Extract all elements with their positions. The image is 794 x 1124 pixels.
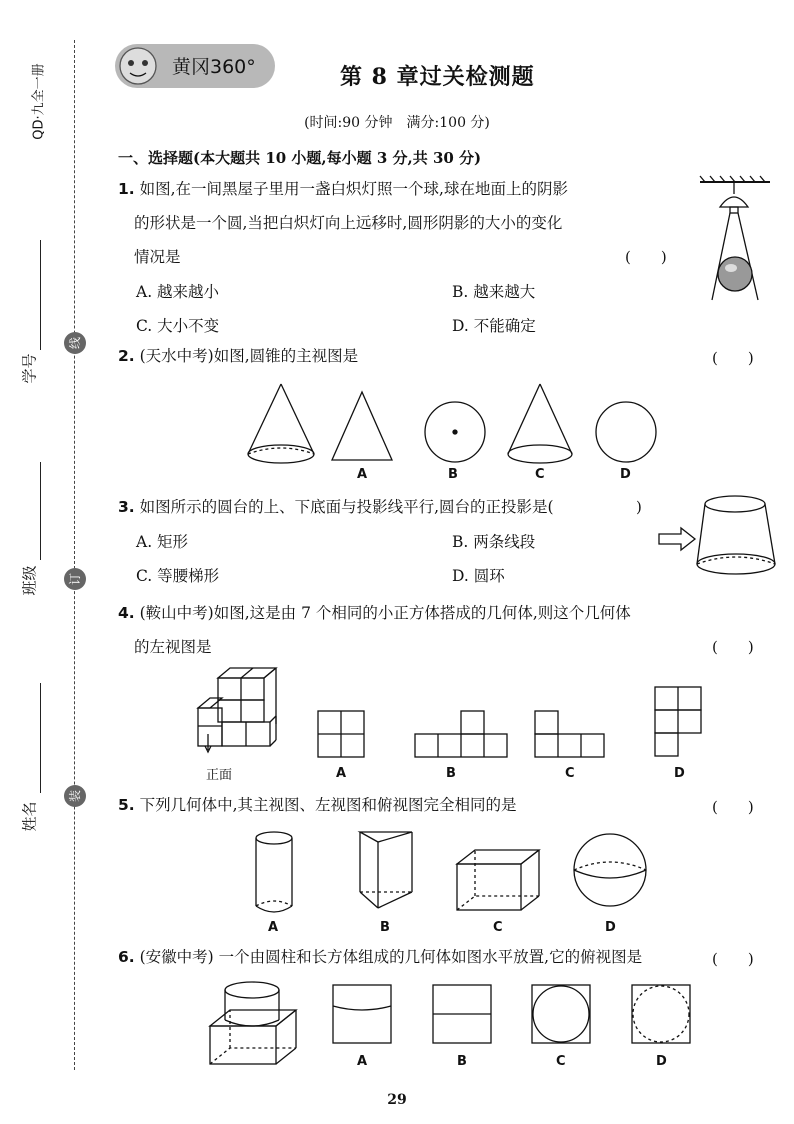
figure-label-d: D xyxy=(605,920,616,935)
figure-label-a: A xyxy=(357,1054,368,1069)
figure-label-b: B xyxy=(448,467,458,482)
cylinder-on-box-figure xyxy=(208,980,308,1070)
question-text: 如图所示的圆台的上、下底面与投影线平行,圆台的正投影是( xyxy=(139,498,554,516)
question-number: 4. xyxy=(118,604,135,622)
option-a-grid xyxy=(317,710,367,760)
option-c-box xyxy=(455,848,545,928)
figure-label-b: B xyxy=(446,766,456,781)
question-number: 1. xyxy=(118,180,135,198)
figure-label-c: C xyxy=(556,1054,566,1069)
option-b-prism xyxy=(356,830,426,920)
figure-label-c: C xyxy=(565,766,575,781)
answer-blank[interactable]: ( ) xyxy=(625,248,667,266)
answer-blank[interactable]: ( ) xyxy=(712,349,754,367)
binding-line xyxy=(74,40,75,1070)
edition-label: QD·九全一册 xyxy=(31,63,47,140)
question-number: 2. xyxy=(118,347,135,365)
question-text: 的左视图是 xyxy=(134,638,212,656)
option-d-sphere xyxy=(572,832,652,912)
question-text: (安徽中考) 一个由圆柱和长方体组成的几何体如图水平放置,它的俯视图是 xyxy=(139,948,643,966)
name-blank[interactable] xyxy=(40,683,42,793)
front-label: 正面 xyxy=(206,768,233,783)
answer-blank[interactable]: ( ) xyxy=(712,798,754,816)
option-b: B. 两条线段 xyxy=(452,533,536,551)
option-c-view xyxy=(531,984,595,1048)
answer-blank[interactable]: ( ) xyxy=(712,950,754,968)
question-6 xyxy=(118,940,642,974)
option-a: A. 矩形 xyxy=(136,533,189,551)
option-d-circle xyxy=(594,400,664,470)
option-d-view xyxy=(631,984,695,1048)
field-name: 姓名 xyxy=(20,801,39,832)
class-blank[interactable] xyxy=(40,462,42,560)
cone-figure xyxy=(246,382,316,472)
field-class: 班级 xyxy=(20,565,39,596)
figure-label-d: D xyxy=(674,766,685,781)
option-b-view xyxy=(432,984,496,1048)
option-a-view xyxy=(332,984,396,1048)
option-b-grid xyxy=(414,710,514,760)
option-a-triangle xyxy=(330,390,394,470)
binding-circle-staple: 订 xyxy=(64,568,86,590)
student-number-blank[interactable] xyxy=(40,240,42,350)
section-heading: 一、选择题(本大题共 10 小题,每小题 3 分,共 30 分) xyxy=(118,149,482,167)
question-2 xyxy=(118,339,358,373)
option-d: D. 圆环 xyxy=(452,567,505,585)
question-number: 6. xyxy=(118,948,135,966)
projection-arrow-icon xyxy=(657,527,697,551)
frustum-figure xyxy=(695,492,785,582)
question-number: 3. xyxy=(118,498,135,516)
figure-label-d: D xyxy=(656,1054,667,1069)
option-d: D. 不能确定 xyxy=(452,317,536,335)
question-number: 5. xyxy=(118,796,135,814)
option-b: B. 越来越大 xyxy=(452,283,536,301)
brand-name: 黄冈360° xyxy=(172,56,256,78)
figure-label-d: D xyxy=(620,467,631,482)
option-c-cone xyxy=(506,382,576,472)
question-text: 的形状是一个圆,当把白炽灯向上远移时,圆形阴影的大小的变化 xyxy=(134,214,563,232)
figure-label-b: B xyxy=(380,920,390,935)
figure-label-a: A xyxy=(336,766,347,781)
figure-label-c: C xyxy=(535,467,545,482)
question-text: 如图,在一间黑屋子里用一盏白炽灯照一个球,球在地面上的阴影 xyxy=(139,180,568,198)
option-a: A. 越来越小 xyxy=(136,283,220,301)
option-c-grid xyxy=(534,710,614,760)
option-c: C. 等腰梯形 xyxy=(136,567,220,585)
binding-circle-bind: 装 xyxy=(64,785,86,807)
field-student-number: 学号 xyxy=(20,353,39,384)
figure-label-b: B xyxy=(457,1054,467,1069)
binding-circle-line: 线 xyxy=(64,332,86,354)
option-d-grid xyxy=(654,686,704,766)
lamp-ball-figure xyxy=(700,172,780,302)
cube-stack-figure xyxy=(196,664,296,754)
option-c: C. 大小不变 xyxy=(136,317,220,335)
option-a-cylinder xyxy=(254,830,304,920)
question-1 xyxy=(118,172,688,274)
exam-info: (时间:90 分钟 满分:100 分) xyxy=(304,115,490,131)
option-b-circle-dot xyxy=(421,400,491,470)
answer-blank[interactable]: ) xyxy=(636,498,642,516)
page-number: 29 xyxy=(387,1092,407,1108)
question-4 xyxy=(118,596,778,664)
question-text: 下列几何体中,其主视图、左视图和俯视图完全相同的是 xyxy=(139,796,517,814)
question-text: 情况是 xyxy=(134,248,181,266)
question-5 xyxy=(118,788,517,822)
page-title: 第 8 章过关检测题 xyxy=(340,64,535,90)
question-3 xyxy=(118,490,554,524)
figure-label-c: C xyxy=(493,920,503,935)
question-text: (鞍山中考)如图,这是由 7 个相同的小正方体搭成的几何体,则这个几何体 xyxy=(139,604,631,622)
mascot-icon xyxy=(116,46,160,86)
figure-label-a: A xyxy=(357,467,368,482)
question-text: (天水中考)如图,圆锥的主视图是 xyxy=(139,347,359,365)
figure-label-a: A xyxy=(268,920,279,935)
answer-blank[interactable]: ( ) xyxy=(712,638,754,656)
